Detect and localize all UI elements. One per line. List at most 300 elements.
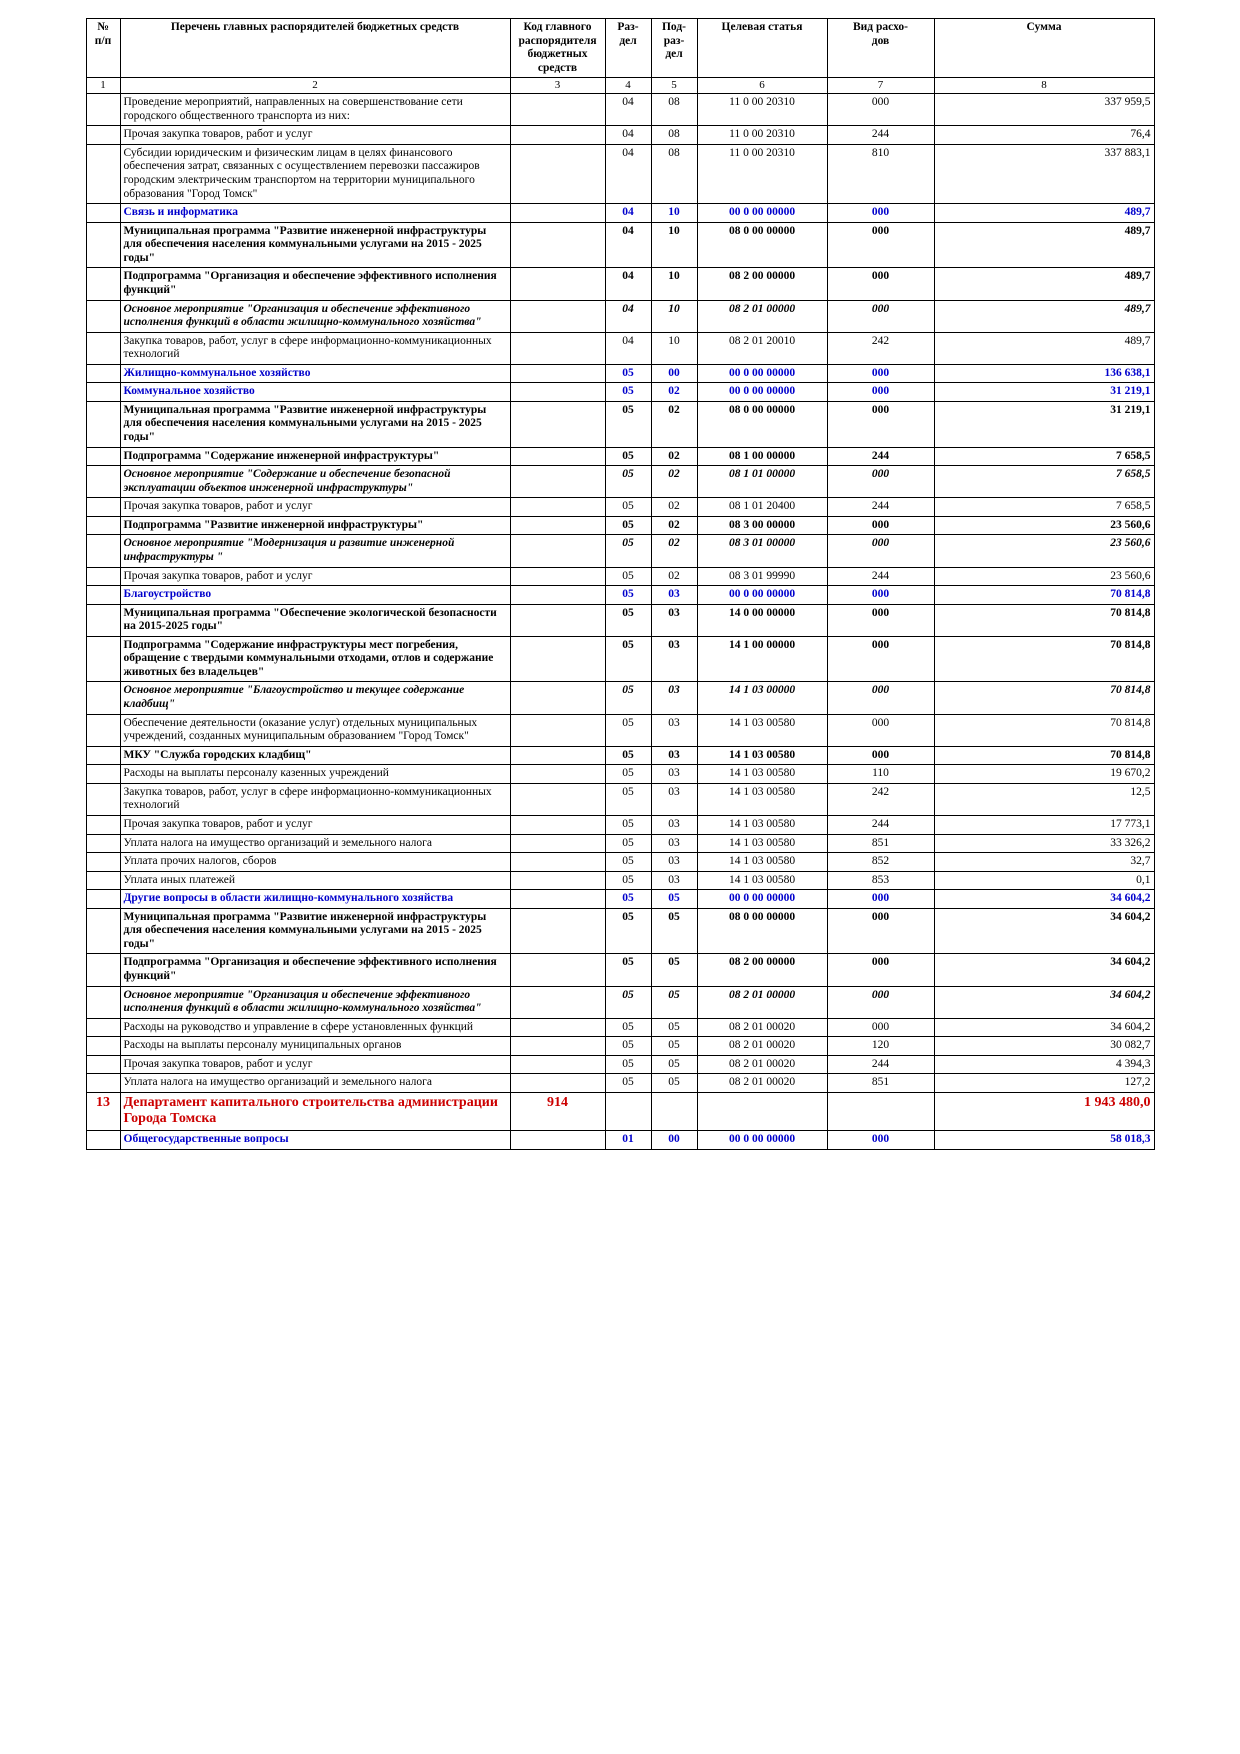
row-number xyxy=(86,604,120,636)
row-sum: 70 814,8 xyxy=(934,682,1154,714)
row-number xyxy=(86,498,120,517)
row-expense-type: 851 xyxy=(827,834,934,853)
table-row xyxy=(86,871,1154,890)
row-razdel: 05 xyxy=(605,834,651,853)
row-target-article: 14 1 03 00580 xyxy=(697,871,827,890)
row-razdel: 05 xyxy=(605,447,651,466)
row-razdel: 05 xyxy=(605,815,651,834)
row-target-article: 08 0 00 00000 xyxy=(697,908,827,954)
row-target-article: 08 2 01 00000 xyxy=(697,300,827,332)
row-number xyxy=(86,94,120,126)
row-name: Благоустройство xyxy=(120,586,510,605)
colnum-1: 1 xyxy=(86,78,120,94)
table-row xyxy=(86,126,1154,145)
row-podrazdel: 05 xyxy=(651,1074,697,1093)
row-podrazdel: 03 xyxy=(651,604,697,636)
row-podrazdel: 05 xyxy=(651,954,697,986)
row-number xyxy=(86,765,120,784)
row-razdel: 05 xyxy=(605,604,651,636)
colnum-4: 4 xyxy=(605,78,651,94)
row-sum: 23 560,6 xyxy=(934,535,1154,567)
table-row xyxy=(86,204,1154,223)
header-razdel-line2: дел xyxy=(619,34,637,47)
row-podrazdel: 05 xyxy=(651,986,697,1018)
row-razdel: 05 xyxy=(605,466,651,498)
row-sum: 489,7 xyxy=(934,332,1154,364)
row-podrazdel: 10 xyxy=(651,222,697,268)
row-sum: 1 943 480,0 xyxy=(934,1092,1154,1130)
row-razdel: 05 xyxy=(605,1018,651,1037)
row-name: Подпрограмма "Организация и обеспечение эффективного исполнения функций" xyxy=(120,268,510,300)
row-number xyxy=(86,586,120,605)
row-razdel: 05 xyxy=(605,567,651,586)
row-sum: 4 394,3 xyxy=(934,1055,1154,1074)
row-expense-type: 000 xyxy=(827,268,934,300)
row-sum: 34 604,2 xyxy=(934,954,1154,986)
row-razdel: 05 xyxy=(605,586,651,605)
row-name: Другие вопросы в области жилищно-коммунального хозяйства xyxy=(120,890,510,909)
colnum-2: 2 xyxy=(120,78,510,94)
row-name: Основное мероприятие "Модернизация и развитие инженерной инфраструктуры " xyxy=(120,535,510,567)
row-razdel: 05 xyxy=(605,636,651,682)
row-number xyxy=(86,1074,120,1093)
row-target-article: 11 0 00 20310 xyxy=(697,144,827,203)
row-sum: 70 814,8 xyxy=(934,586,1154,605)
row-expense-type: 000 xyxy=(827,535,934,567)
row-code xyxy=(510,1018,605,1037)
row-number xyxy=(86,834,120,853)
row-code xyxy=(510,604,605,636)
row-expense-type: 000 xyxy=(827,890,934,909)
row-name: Прочая закупка товаров, работ и услуг xyxy=(120,567,510,586)
row-podrazdel xyxy=(651,1092,697,1130)
row-name: МКУ "Служба городских кладбищ" xyxy=(120,746,510,765)
row-razdel: 04 xyxy=(605,332,651,364)
row-sum: 19 670,2 xyxy=(934,765,1154,784)
row-razdel: 05 xyxy=(605,383,651,402)
row-number xyxy=(86,986,120,1018)
row-expense-type: 000 xyxy=(827,383,934,402)
row-code xyxy=(510,765,605,784)
row-podrazdel: 08 xyxy=(651,94,697,126)
table-row xyxy=(86,853,1154,872)
row-sum: 32,7 xyxy=(934,853,1154,872)
row-name: Расходы на выплаты персоналу муниципальных органов xyxy=(120,1037,510,1056)
header-razdel-line1: Раз- xyxy=(617,21,639,33)
row-name: Подпрограмма "Содержание инфраструктуры мест погребения, обращение с твердыми коммунальными отходами, отлов и содержание животных без владельцев" xyxy=(120,636,510,682)
row-number xyxy=(86,636,120,682)
table-row xyxy=(86,401,1154,447)
header-row xyxy=(86,19,1154,78)
row-podrazdel: 00 xyxy=(651,364,697,383)
row-name: Подпрограмма "Содержание инженерной инфраструктуры" xyxy=(120,447,510,466)
row-razdel: 05 xyxy=(605,364,651,383)
row-expense-type: 244 xyxy=(827,126,934,145)
row-target-article: 14 0 00 00000 xyxy=(697,604,827,636)
row-podrazdel: 03 xyxy=(651,636,697,682)
row-podrazdel: 02 xyxy=(651,383,697,402)
row-target-article: 14 1 03 00580 xyxy=(697,714,827,746)
row-number xyxy=(86,300,120,332)
row-name: Подпрограмма "Развитие инженерной инфраструктуры" xyxy=(120,516,510,535)
row-target-article: 08 2 01 00020 xyxy=(697,1055,827,1074)
table-row xyxy=(86,636,1154,682)
row-sum: 489,7 xyxy=(934,268,1154,300)
row-number xyxy=(86,383,120,402)
row-target-article: 14 1 03 00000 xyxy=(697,682,827,714)
row-number xyxy=(86,535,120,567)
row-expense-type: 000 xyxy=(827,364,934,383)
row-expense-type: 000 xyxy=(827,94,934,126)
row-target-article: 14 1 03 00580 xyxy=(697,783,827,815)
row-sum: 70 814,8 xyxy=(934,636,1154,682)
row-code xyxy=(510,498,605,517)
row-target-article: 08 1 01 20400 xyxy=(697,498,827,517)
row-target-article: 14 1 03 00580 xyxy=(697,765,827,784)
row-expense-type: 000 xyxy=(827,714,934,746)
row-razdel: 05 xyxy=(605,871,651,890)
row-razdel: 04 xyxy=(605,94,651,126)
row-podrazdel: 05 xyxy=(651,1055,697,1074)
table-row xyxy=(86,746,1154,765)
row-expense-type: 000 xyxy=(827,586,934,605)
row-podrazdel: 02 xyxy=(651,498,697,517)
row-name: Закупка товаров, работ, услуг в сфере информационно-коммуникационных технологий xyxy=(120,332,510,364)
table-row xyxy=(86,954,1154,986)
row-number xyxy=(86,714,120,746)
row-podrazdel: 03 xyxy=(651,765,697,784)
row-name: Основное мероприятие "Содержание и обеспечение безопасной эксплуатации объектов инженерной инфраструктуры" xyxy=(120,466,510,498)
row-number: 13 xyxy=(86,1092,120,1130)
row-podrazdel: 05 xyxy=(651,1037,697,1056)
row-name: Коммунальное хозяйство xyxy=(120,383,510,402)
row-razdel: 04 xyxy=(605,144,651,203)
row-sum: 489,7 xyxy=(934,222,1154,268)
row-target-article: 08 1 01 00000 xyxy=(697,466,827,498)
table-row xyxy=(86,604,1154,636)
header-vid xyxy=(827,19,934,78)
table-row xyxy=(86,586,1154,605)
row-target-article: 14 1 03 00580 xyxy=(697,834,827,853)
row-code: 914 xyxy=(510,1092,605,1130)
row-code xyxy=(510,1131,605,1150)
row-target-article: 00 0 00 00000 xyxy=(697,364,827,383)
row-name: Департамент капитального строительства администрации Города Томска xyxy=(120,1092,510,1130)
row-name: Муниципальная программа "Развитие инженерной инфраструктуры для обеспечения населения коммунальными услугами на 2015 - 2025 годы" xyxy=(120,401,510,447)
row-expense-type xyxy=(827,1092,934,1130)
row-podrazdel: 02 xyxy=(651,466,697,498)
row-target-article: 08 3 01 00000 xyxy=(697,535,827,567)
row-name: Муниципальная программа "Развитие инженерной инфраструктуры для обеспечения населения коммунальными услугами на 2015 - 2025 годы" xyxy=(120,222,510,268)
row-expense-type: 000 xyxy=(827,1018,934,1037)
row-expense-type: 853 xyxy=(827,871,934,890)
table-row xyxy=(86,1055,1154,1074)
row-code xyxy=(510,908,605,954)
row-podrazdel: 03 xyxy=(651,871,697,890)
row-name: Прочая закупка товаров, работ и услуг xyxy=(120,1055,510,1074)
row-name: Муниципальная программа "Обеспечение экологической безопасности на 2015-2025 годы" xyxy=(120,604,510,636)
row-target-article: 00 0 00 00000 xyxy=(697,890,827,909)
row-code xyxy=(510,834,605,853)
row-name: Общегосударственные вопросы xyxy=(120,1131,510,1150)
row-target-article: 08 2 01 00020 xyxy=(697,1037,827,1056)
row-name: Уплата налога на имущество организаций и земельного налога xyxy=(120,1074,510,1093)
table-body xyxy=(86,94,1154,1149)
row-code xyxy=(510,1037,605,1056)
row-number xyxy=(86,871,120,890)
row-sum: 7 658,5 xyxy=(934,447,1154,466)
row-target-article: 11 0 00 20310 xyxy=(697,126,827,145)
table-row xyxy=(86,1074,1154,1093)
row-razdel: 05 xyxy=(605,516,651,535)
row-expense-type: 000 xyxy=(827,1131,934,1150)
table-row xyxy=(86,300,1154,332)
row-razdel: 05 xyxy=(605,1037,651,1056)
table-row xyxy=(86,364,1154,383)
row-expense-type: 000 xyxy=(827,466,934,498)
row-number xyxy=(86,1131,120,1150)
table-row xyxy=(86,567,1154,586)
row-razdel: 05 xyxy=(605,765,651,784)
row-expense-type: 000 xyxy=(827,986,934,1018)
row-name: Закупка товаров, работ, услуг в сфере информационно-коммуникационных технологий xyxy=(120,783,510,815)
row-number xyxy=(86,853,120,872)
row-number xyxy=(86,332,120,364)
row-podrazdel: 03 xyxy=(651,682,697,714)
row-sum: 337 883,1 xyxy=(934,144,1154,203)
row-podrazdel: 05 xyxy=(651,1018,697,1037)
row-sum: 489,7 xyxy=(934,204,1154,223)
row-sum: 34 604,2 xyxy=(934,986,1154,1018)
row-sum: 31 219,1 xyxy=(934,383,1154,402)
row-podrazdel: 03 xyxy=(651,783,697,815)
row-razdel: 05 xyxy=(605,853,651,872)
row-name: Основное мероприятие "Благоустройство и текущее содержание кладбищ" xyxy=(120,682,510,714)
row-name: Жилищно-коммунальное хозяйство xyxy=(120,364,510,383)
row-code xyxy=(510,268,605,300)
row-code xyxy=(510,586,605,605)
row-expense-type: 000 xyxy=(827,516,934,535)
row-podrazdel: 02 xyxy=(651,516,697,535)
row-name: Прочая закупка товаров, работ и услуг xyxy=(120,815,510,834)
header-name: Перечень главных распорядителей бюджетных средств xyxy=(120,19,510,78)
row-code xyxy=(510,401,605,447)
row-sum: 33 326,2 xyxy=(934,834,1154,853)
row-number xyxy=(86,1037,120,1056)
row-razdel: 05 xyxy=(605,783,651,815)
row-target-article: 14 1 00 00000 xyxy=(697,636,827,682)
row-expense-type: 000 xyxy=(827,300,934,332)
row-code xyxy=(510,300,605,332)
header-sum: Сумма xyxy=(934,19,1154,78)
row-expense-type: 110 xyxy=(827,765,934,784)
row-name: Основное мероприятие "Организация и обеспечение эффективного исполнения функций в области жилищно-коммунального хозяйства" xyxy=(120,300,510,332)
row-sum: 30 082,7 xyxy=(934,1037,1154,1056)
row-target-article: 14 1 03 00580 xyxy=(697,746,827,765)
row-target-article: 14 1 03 00580 xyxy=(697,815,827,834)
row-sum: 34 604,2 xyxy=(934,890,1154,909)
row-target-article: 08 2 01 20010 xyxy=(697,332,827,364)
row-razdel: 05 xyxy=(605,746,651,765)
row-sum: 34 604,2 xyxy=(934,908,1154,954)
table-row xyxy=(86,714,1154,746)
row-number xyxy=(86,954,120,986)
row-name: Расходы на руководство и управление в сфере установленных функций xyxy=(120,1018,510,1037)
header-vid-line1: Вид расхо- xyxy=(853,21,908,33)
row-razdel: 05 xyxy=(605,890,651,909)
row-razdel: 05 xyxy=(605,986,651,1018)
row-expense-type: 851 xyxy=(827,1074,934,1093)
row-code xyxy=(510,682,605,714)
row-code xyxy=(510,567,605,586)
table-row xyxy=(86,268,1154,300)
row-name: Проведение мероприятий, направленных на совершенствование сети городского общественного транспорта из них: xyxy=(120,94,510,126)
row-target-article xyxy=(697,1092,827,1130)
row-razdel: 01 xyxy=(605,1131,651,1150)
row-target-article: 08 0 00 00000 xyxy=(697,222,827,268)
row-sum: 23 560,6 xyxy=(934,567,1154,586)
row-code xyxy=(510,636,605,682)
table-row xyxy=(86,466,1154,498)
row-podrazdel: 10 xyxy=(651,204,697,223)
row-expense-type: 000 xyxy=(827,746,934,765)
row-expense-type: 244 xyxy=(827,567,934,586)
row-name: Расходы на выплаты персоналу казенных учреждений xyxy=(120,765,510,784)
row-code xyxy=(510,714,605,746)
row-code xyxy=(510,871,605,890)
row-sum: 337 959,5 xyxy=(934,94,1154,126)
row-target-article: 08 2 01 00000 xyxy=(697,986,827,1018)
row-number xyxy=(86,682,120,714)
row-podrazdel: 03 xyxy=(651,586,697,605)
row-code xyxy=(510,126,605,145)
table-row xyxy=(86,94,1154,126)
table-header xyxy=(86,19,1154,94)
table-row xyxy=(86,1018,1154,1037)
table-row xyxy=(86,986,1154,1018)
row-expense-type: 000 xyxy=(827,204,934,223)
row-expense-type: 244 xyxy=(827,1055,934,1074)
budget-table xyxy=(86,18,1155,1150)
row-sum: 489,7 xyxy=(934,300,1154,332)
row-razdel: 04 xyxy=(605,126,651,145)
row-code xyxy=(510,986,605,1018)
row-code xyxy=(510,364,605,383)
table-row xyxy=(86,1092,1154,1130)
row-expense-type: 244 xyxy=(827,498,934,517)
row-name: Прочая закупка товаров, работ и услуг xyxy=(120,126,510,145)
row-number xyxy=(86,126,120,145)
row-name: Основное мероприятие "Организация и обеспечение эффективного исполнения функций в области жилищно-коммунального хозяйства" xyxy=(120,986,510,1018)
row-target-article: 08 2 01 00020 xyxy=(697,1018,827,1037)
table-row xyxy=(86,815,1154,834)
header-razdel xyxy=(605,19,651,78)
row-podrazdel: 10 xyxy=(651,332,697,364)
header-podrazdel-line2: раз- xyxy=(663,34,685,47)
header-podrazdel-line3: дел xyxy=(665,48,683,61)
row-code xyxy=(510,746,605,765)
row-sum: 58 018,3 xyxy=(934,1131,1154,1150)
row-name: Уплата прочих налогов, сборов xyxy=(120,853,510,872)
row-number xyxy=(86,204,120,223)
row-number xyxy=(86,222,120,268)
row-number xyxy=(86,567,120,586)
row-code xyxy=(510,516,605,535)
row-number xyxy=(86,1018,120,1037)
row-number xyxy=(86,516,120,535)
row-podrazdel: 10 xyxy=(651,300,697,332)
colnum-7: 7 xyxy=(827,78,934,94)
row-podrazdel: 02 xyxy=(651,567,697,586)
row-podrazdel: 08 xyxy=(651,144,697,203)
row-razdel: 05 xyxy=(605,498,651,517)
row-target-article: 11 0 00 20310 xyxy=(697,94,827,126)
colnum-5: 5 xyxy=(651,78,697,94)
row-name: Субсидии юридическим и физическим лицам в целях финансового обеспечения затрат, связанных с осуществлением перевозки пассажиров городским электрическим транспортом на территории муниципального образования "Город Томск" xyxy=(120,144,510,203)
table-row xyxy=(86,332,1154,364)
row-code xyxy=(510,383,605,402)
row-number xyxy=(86,783,120,815)
row-code xyxy=(510,204,605,223)
row-expense-type: 000 xyxy=(827,604,934,636)
row-sum: 31 219,1 xyxy=(934,401,1154,447)
row-code xyxy=(510,890,605,909)
row-code xyxy=(510,1055,605,1074)
row-sum: 70 814,8 xyxy=(934,746,1154,765)
row-code xyxy=(510,332,605,364)
row-number xyxy=(86,401,120,447)
colnum-6: 6 xyxy=(697,78,827,94)
row-expense-type: 244 xyxy=(827,447,934,466)
row-name: Подпрограмма "Организация и обеспечение эффективного исполнения функций" xyxy=(120,954,510,986)
row-name: Уплата иных платежей xyxy=(120,871,510,890)
row-code xyxy=(510,853,605,872)
row-podrazdel: 03 xyxy=(651,815,697,834)
table-row xyxy=(86,834,1154,853)
row-podrazdel: 03 xyxy=(651,714,697,746)
row-expense-type: 244 xyxy=(827,815,934,834)
table-row xyxy=(86,765,1154,784)
table-row xyxy=(86,498,1154,517)
row-sum: 17 773,1 xyxy=(934,815,1154,834)
colnum-3: 3 xyxy=(510,78,605,94)
row-podrazdel: 08 xyxy=(651,126,697,145)
row-razdel: 04 xyxy=(605,300,651,332)
row-code xyxy=(510,94,605,126)
row-podrazdel: 05 xyxy=(651,908,697,954)
row-target-article: 08 2 00 00000 xyxy=(697,268,827,300)
row-number xyxy=(86,1055,120,1074)
table-row xyxy=(86,1037,1154,1056)
row-razdel: 04 xyxy=(605,268,651,300)
row-code xyxy=(510,222,605,268)
row-razdel: 05 xyxy=(605,1074,651,1093)
row-target-article: 08 1 00 00000 xyxy=(697,447,827,466)
table-row xyxy=(86,516,1154,535)
row-razdel: 05 xyxy=(605,714,651,746)
row-target-article: 08 0 00 00000 xyxy=(697,401,827,447)
colnum-8: 8 xyxy=(934,78,1154,94)
header-np xyxy=(86,19,120,78)
table-row xyxy=(86,535,1154,567)
row-podrazdel: 10 xyxy=(651,268,697,300)
row-sum: 34 604,2 xyxy=(934,1018,1154,1037)
row-expense-type: 000 xyxy=(827,954,934,986)
row-expense-type: 000 xyxy=(827,222,934,268)
row-number xyxy=(86,364,120,383)
row-target-article: 00 0 00 00000 xyxy=(697,204,827,223)
header-code: Код главного распорядителя бюджетных средств xyxy=(510,19,605,78)
